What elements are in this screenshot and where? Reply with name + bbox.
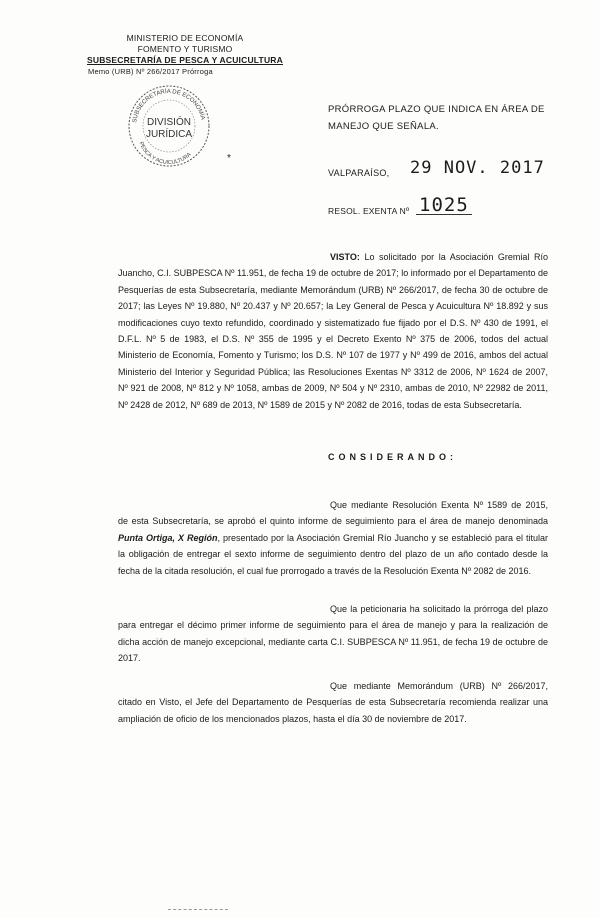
document-subject: PRÓRROGA PLAZO QUE INDICA EN ÁREA DE MANEJO QUE SEÑALA. xyxy=(328,104,545,132)
stamp-star: * xyxy=(227,153,231,164)
issue-date: 29 NOV. 2017 xyxy=(410,158,545,178)
stamp-ring-bottom: PESCA Y ACUICULTURA xyxy=(137,141,193,167)
page-footer-mark xyxy=(168,909,228,910)
considerando-paragraph-2 xyxy=(118,601,548,667)
subsecretariat-name: SUBSECRETARÍA DE PESCA Y ACUICULTURA xyxy=(87,55,283,65)
place-label: VALPARAÍSO, xyxy=(328,168,390,178)
stamp-line2: JURÍDICA xyxy=(145,129,193,140)
ministry-name: MINISTERIO DE ECONOMÍA xyxy=(126,33,244,43)
visto-label: VISTO: xyxy=(330,252,360,262)
ministry-subtitle: FOMENTO Y TURISMO xyxy=(137,44,233,54)
paragraph-3-text: Que mediante Memorándum (URB) Nº 266/2017, citado en Visto, el Jefe del Departamento de Pesquerías de esta Subsecretaría recomienda realizar una ampliación de oficio de los mencionados plazos, hasta el día 30 de noviembre de 2017. xyxy=(118,681,548,724)
visto-section xyxy=(118,249,548,413)
paragraph-1-text-a: Que mediante Resolución Exenta Nº 1589 de 2015, de esta Subsecretaría, se aprobó el quinto informe de seguimiento para el área de manejo denominada xyxy=(118,500,548,527)
stamp-line1: DIVISIÓN xyxy=(147,117,191,128)
division-stamp xyxy=(126,83,231,169)
paragraph-1-text-b: , presentado por la Asociación Gremial Río Juancho y se estableció para el titular la obligación de entregar el sexto informe de seguimiento dentro del plazo de un año contado desde la fecha de la citada resolución, el cual fue prorrogado a través de la Resolución Exenta Nº 2082 de 2016. xyxy=(118,532,548,576)
resolution-number: 1025 xyxy=(419,194,469,216)
considerando-paragraph-3 xyxy=(118,678,548,727)
letterhead xyxy=(70,33,300,77)
area-name: Punta Ortiga, X Región xyxy=(118,532,218,543)
visto-text: Lo solicitado por la Asociación Gremial Río Juancho, C.I. SUBPESCA Nº 11.951, de fecha 19 de octubre de 2017; lo informado por el Departamento de Pesquerías de esta Subsecretaría, mediante Memorándum (URB) Nº 266/2017, de fecha 30 de octubre de 2017; las Leyes Nº 19.880, Nº 20.437 y Nº 20.657; la Ley General de Pesca y Acuicultura Nº 18.892 y sus modificaciones cuyo texto refundido, coordinado y sistematizado fue fijado por el D.S. Nº 430 de 1991, el D.F.L. Nº 5 de 1983, el D.S. Nº 355 de 1995 y el Decreto Exento Nº 375 de 2006, todos del actual Ministerio de Economía, Fomento y Turismo; los D.S. Nº 107 de 1977 y Nº 499 de 2016, ambos del actual Ministerio del Interior y Seguridad Pública; las Resoluciones Exentas Nº 3312 de 2006, Nº 1624 de 2007, Nº 921 de 2008, Nº 812 y Nº 1058, ambas de 2009, Nº 504 y Nº 2310, ambas de 2010, Nº 22982 de 2011, Nº 2428 de 2012, Nº 689 de 2013, Nº 1589 de 2015 y Nº 2082 de 2016, todas de esta Subsecretaría. xyxy=(118,252,548,410)
stamp-seal-icon xyxy=(126,83,212,169)
considerando-paragraph-1 xyxy=(118,497,548,579)
considerando-heading: CONSIDERANDO: xyxy=(328,452,458,462)
paragraph-2-text: Que la peticionaria ha solicitado la prórroga del plazo para entregar el décimo primer informe de seguimiento para el área de manejo y para la realización de dicha acción de manejo excepcional, mediante carta C.I. SUBPESCA Nº 11.951, de fecha 19 de octubre de 2017. xyxy=(118,604,548,664)
resolution-number-underline xyxy=(416,214,472,215)
stamp-ring-top: SUBSECRETARÍA DE ECONOMÍA xyxy=(132,88,206,124)
resolution-label: RESOL. EXENTA Nº xyxy=(328,206,410,216)
memo-reference: Memo (URB) Nº 266/2017 Prórroga xyxy=(88,67,213,76)
